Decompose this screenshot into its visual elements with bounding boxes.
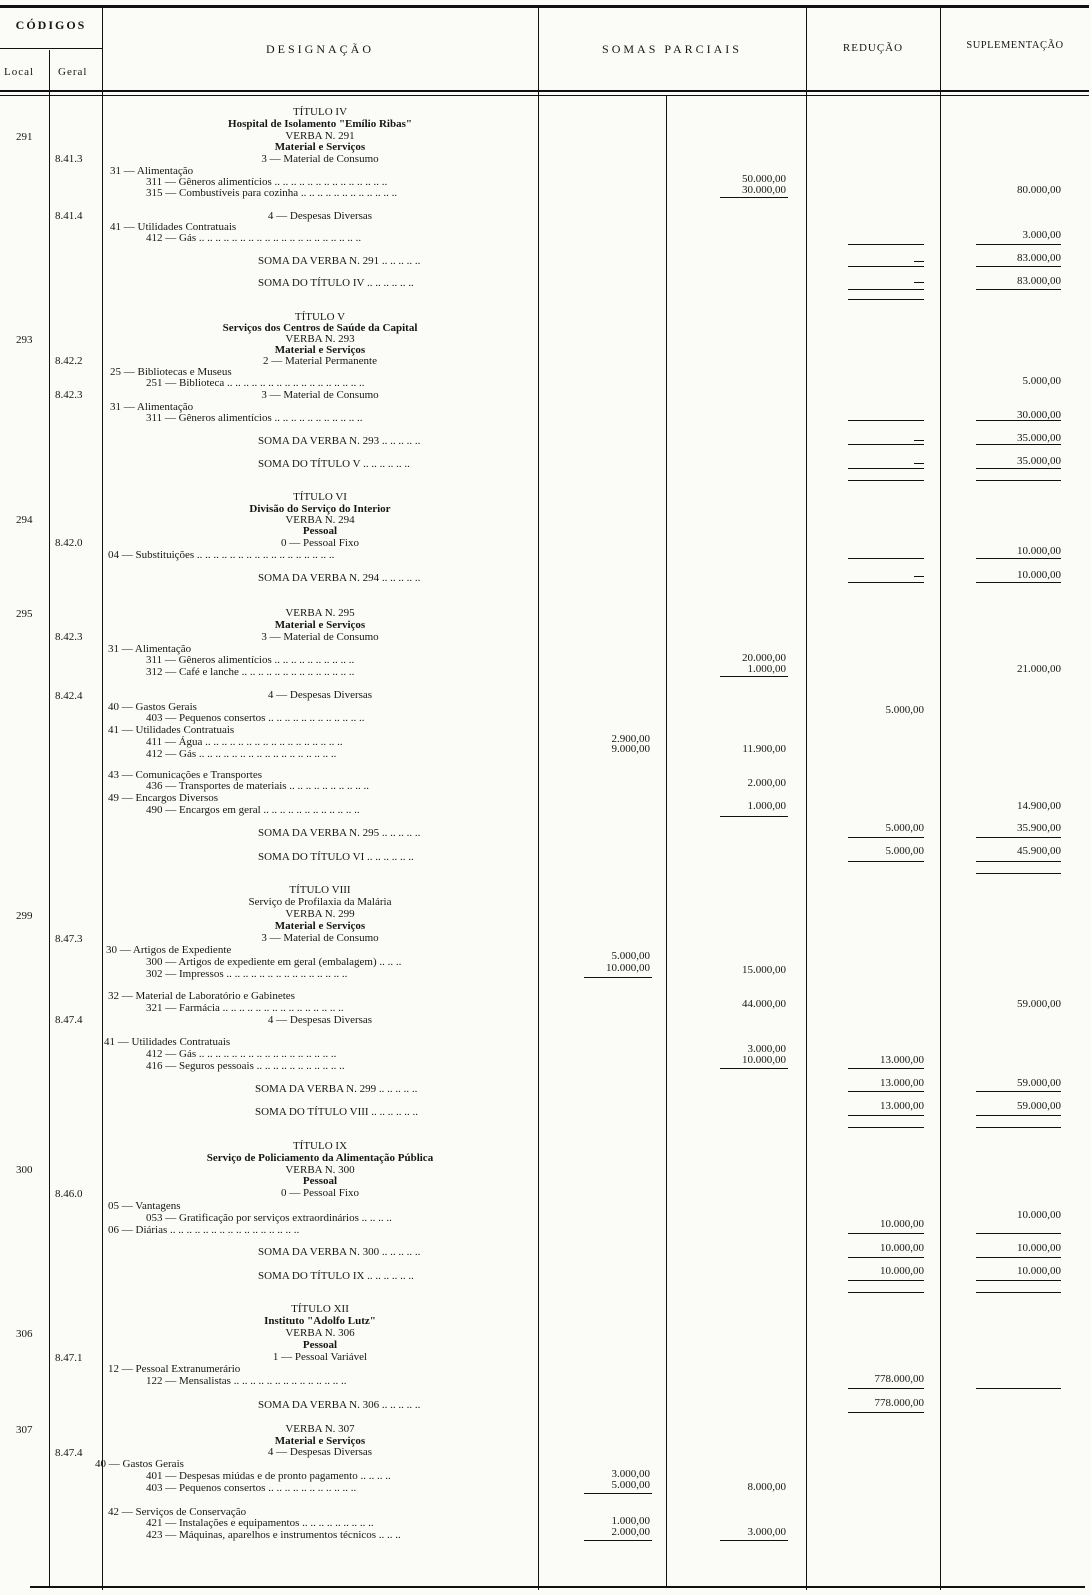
amount-red: 5.000,00: [885, 822, 924, 834]
amount-p2: 3.000,00: [747, 1526, 786, 1538]
designation-line: 251 — Biblioteca .. .. .. .. .. .. .. .. .. .. .. .. .. .. .. .. ..: [146, 377, 365, 389]
sum-rule: [848, 837, 924, 838]
designation-line: SOMA DO TÍTULO IX .. .. .. .. .. ..: [258, 1270, 414, 1282]
geral-code: 8.41.4: [55, 210, 83, 222]
designation-line: SOMA DA VERBA N. 306 .. .. .. .. ..: [258, 1399, 421, 1411]
amount-red: 10.000,00: [880, 1242, 924, 1254]
designation-line: 311 — Gêneros alimentícios .. .. .. .. .. .. .. .. .. .. ..: [146, 412, 363, 424]
designation-line: SOMA DA VERBA N. 291 .. .. .. .. ..: [258, 255, 421, 267]
amount-sup: 10.000,00: [1017, 569, 1061, 581]
amount-red: 5.000,00: [885, 704, 924, 716]
sum-rule: [848, 1257, 924, 1258]
centered-heading: VERBA N. 306: [285, 1327, 355, 1339]
sum-rule: [976, 861, 1061, 862]
nil-dash: [914, 463, 924, 464]
amount-sup: 35.900,00: [1017, 822, 1061, 834]
centered-heading: VERBA N. 295: [285, 607, 355, 619]
amount-p2: 20.000,00: [742, 652, 786, 664]
amount-sup: 83.000,00: [1017, 275, 1061, 287]
centered-heading: Instituto "Adolfo Lutz": [264, 1315, 376, 1327]
amount-sup: 59.000,00: [1017, 1100, 1061, 1112]
designation-line: 31 — Alimentação: [110, 165, 194, 177]
sum-rule: [584, 1493, 652, 1494]
sum-rule: [976, 1388, 1061, 1389]
centered-heading: Serviço de Profilaxia da Malária: [248, 896, 392, 908]
geral-code: 8.42.2: [55, 355, 83, 367]
amount-p2: 30.000,00: [742, 184, 786, 196]
sum-rule: [848, 480, 924, 481]
geral-code: 8.47.4: [55, 1447, 83, 1459]
amount-p1: 2.900,00: [611, 733, 650, 745]
centered-heading: 4 — Despesas Diversas: [267, 689, 373, 701]
centered-heading: Serviços dos Centros de Saúde da Capital: [222, 322, 418, 334]
amount-red: 10.000,00: [880, 1218, 924, 1230]
centered-heading: 0 — Pessoal Fixo: [281, 1187, 359, 1199]
nil-dash: [914, 261, 924, 262]
designation-line: SOMA DA VERBA N. 300 .. .. .. .. ..: [258, 1246, 421, 1258]
sum-rule: [848, 1127, 924, 1128]
local-code: 307: [16, 1424, 33, 1436]
amount-red: 5.000,00: [885, 845, 924, 857]
sum-rule: [848, 266, 924, 267]
sum-rule: [584, 977, 652, 978]
nil-dash: [914, 282, 924, 283]
centered-heading: 3 — Material de Consumo: [261, 932, 379, 944]
amount-red: 778.000,00: [874, 1397, 924, 1409]
sum-rule: [720, 676, 788, 677]
designation-line: SOMA DA VERBA N. 299 .. .. .. .. ..: [255, 1083, 418, 1095]
sum-rule: [976, 1233, 1061, 1234]
centered-heading: TÍTULO XII: [291, 1303, 349, 1315]
centered-heading: VERBA N. 293: [285, 333, 355, 345]
designation-line: SOMA DO TÍTULO VI .. .. .. .. .. ..: [258, 851, 414, 863]
amount-p2: 8.000,00: [747, 1481, 786, 1493]
amount-p2: 15.000,00: [742, 964, 786, 976]
centered-heading: VERBA N. 300: [285, 1164, 355, 1176]
sum-rule: [848, 1233, 924, 1234]
amount-p1: 3.000,00: [611, 1468, 650, 1480]
amount-sup: 14.900,00: [1017, 800, 1061, 812]
designation-line: 421 — Instalações e equipamentos .. .. .. .. .. .. .. .. ..: [146, 1517, 374, 1529]
amount-red: 10.000,00: [880, 1265, 924, 1277]
designation-line: 06 — Diárias .. .. .. .. .. .. .. .. .. .. .. .. .. .. .. ..: [108, 1224, 300, 1236]
designation-line: 41 — Utilidades Contratuais: [110, 221, 237, 233]
sum-rule: [848, 1412, 924, 1413]
designation-line: SOMA DA VERBA N. 294 .. .. .. .. ..: [258, 572, 421, 584]
designation-line: 40 — Gastos Gerais: [95, 1458, 184, 1470]
header-somas-parciais: SOMAS PARCIAIS: [602, 42, 742, 56]
designation-line: 05 — Vantagens: [108, 1200, 181, 1212]
designation-line: 416 — Seguros pessoais .. .. .. .. .. .. .. .. .. .. ..: [146, 1060, 345, 1072]
geral-code: 8.42.0: [55, 537, 83, 549]
sum-rule: [976, 837, 1061, 838]
header-designacao: DESIGNAÇÃO: [266, 42, 374, 56]
amount-p2: 50.000,00: [742, 173, 786, 185]
local-code: 306: [16, 1328, 33, 1340]
sum-rule: [976, 468, 1061, 469]
centered-heading: Divisão do Serviço do Interior: [249, 503, 391, 515]
sum-rule: [848, 420, 924, 421]
sum-rule: [720, 816, 788, 817]
header-top-rule: [0, 5, 1089, 8]
amount-red: 778.000,00: [874, 1373, 924, 1385]
designation-line: SOMA DA VERBA N. 295 .. .. .. .. ..: [258, 827, 421, 839]
amount-sup: 10.000,00: [1017, 1265, 1061, 1277]
amount-p2: 1.000,00: [747, 800, 786, 812]
centered-heading: Material e Serviços: [274, 141, 366, 153]
amount-sup: 30.000,00: [1017, 409, 1061, 421]
centered-heading: 2 — Material Permanente: [263, 355, 377, 367]
designation-line: 401 — Despesas miúdas e de pronto pagamento .. .. .. ..: [146, 1470, 391, 1482]
sum-rule: [848, 582, 924, 583]
sum-rule: [848, 1091, 924, 1092]
centered-heading: 3 — Material de Consumo: [261, 153, 379, 165]
designation-line: 122 — Mensalistas .. .. .. .. .. .. .. .. .. .. .. .. .. ..: [146, 1375, 347, 1387]
header-suplementacao: SUPLEMENTAÇÃO: [966, 40, 1064, 51]
amount-p2: 10.000,00: [742, 1054, 786, 1066]
local-code: 293: [16, 334, 33, 346]
header-reducao: REDUÇÃO: [842, 42, 904, 54]
designation-line: 04 — Substituições .. .. .. .. .. .. .. .. .. .. .. .. .. .. .. .. ..: [108, 549, 335, 561]
geral-code: 8.46.0: [55, 1188, 83, 1200]
designation-line: 321 — Farmácia .. .. .. .. .. .. .. .. .. .. .. .. .. .. ..: [146, 1002, 344, 1014]
header-geral: Geral: [58, 66, 88, 78]
amount-p2: 11.900,00: [742, 743, 786, 755]
sum-rule: [976, 1292, 1061, 1293]
designation-line: 300 — Artigos de expediente em geral (embalagem) .. .. ..: [146, 956, 402, 968]
centered-heading: 4 — Despesas Diversas: [267, 210, 373, 222]
sum-rule: [976, 1280, 1061, 1281]
amount-sup: 10.000,00: [1017, 1242, 1061, 1254]
designation-line: 32 — Material de Laboratório e Gabinetes: [108, 990, 295, 1002]
geral-code: 8.42.3: [55, 389, 83, 401]
designation-line: SOMA DA VERBA N. 293 .. .. .. .. ..: [258, 435, 421, 447]
local-code: 295: [16, 608, 33, 620]
amount-sup: 45.900,00: [1017, 845, 1061, 857]
sum-rule: [976, 289, 1061, 290]
header-local: Local: [4, 66, 35, 78]
amount-red: 13.000,00: [880, 1077, 924, 1089]
centered-heading: Pessoal: [302, 525, 338, 537]
amount-sup: 59.000,00: [1017, 998, 1061, 1010]
sum-rule: [848, 861, 924, 862]
centered-heading: Pessoal: [302, 1339, 338, 1351]
column-divider-reducao: [940, 5, 941, 1590]
amount-sup: 80.000,00: [1017, 184, 1061, 196]
amount-sup: 10.000,00: [1017, 545, 1061, 557]
sum-rule: [848, 244, 924, 245]
centered-heading: 4 — Despesas Diversas: [267, 1446, 373, 1458]
amount-p1: 2.000,00: [611, 1526, 650, 1538]
footer-rule: [30, 1586, 1085, 1588]
centered-heading: VERBA N. 299: [285, 908, 355, 920]
local-code: 299: [16, 910, 33, 922]
designation-line: SOMA DO TÍTULO IV .. .. .. .. .. ..: [258, 277, 414, 289]
amount-p1: 5.000,00: [611, 1479, 650, 1491]
amount-sup: 5.000,00: [1022, 375, 1061, 387]
designation-line: 31 — Alimentação: [108, 643, 192, 655]
nil-dash: [914, 576, 924, 577]
column-divider-local-geral: [49, 50, 50, 96]
amount-red: 13.000,00: [880, 1100, 924, 1112]
designation-line: 41 — Utilidades Contratuais: [104, 1036, 231, 1048]
centered-heading: TÍTULO IX: [292, 1140, 348, 1152]
sum-rule: [976, 1091, 1061, 1092]
amount-p1: 1.000,00: [611, 1515, 650, 1527]
amount-p1: 10.000,00: [606, 962, 650, 974]
designation-line: 403 — Pequenos consertos .. .. .. .. .. .. .. .. .. .. .. ..: [146, 712, 365, 724]
centered-heading: VERBA N. 294: [285, 514, 355, 526]
centered-heading: Material e Serviços: [274, 920, 366, 932]
header-codigos: CÓDIGOS: [15, 18, 87, 32]
sum-rule: [976, 1257, 1061, 1258]
amount-sup: 83.000,00: [1017, 252, 1061, 264]
designation-line: 42 — Serviços de Conservação: [108, 1506, 247, 1518]
designation-line: 41 — Utilidades Contratuais: [108, 724, 235, 736]
centered-heading: Material e Serviços: [274, 1435, 366, 1447]
centered-heading: TÍTULO IV: [292, 106, 348, 118]
header-bottom-rule: [0, 90, 1089, 92]
sum-rule: [720, 1540, 788, 1541]
amount-red: 13.000,00: [880, 1054, 924, 1066]
centered-heading: TÍTULO V: [294, 311, 346, 323]
sum-rule: [584, 1540, 652, 1541]
local-code: 300: [16, 1164, 33, 1176]
amount-p1: 9.000,00: [611, 743, 650, 755]
sum-rule: [976, 1115, 1061, 1116]
centered-heading: Serviço de Policiamento da Alimentação Pública: [206, 1152, 434, 1164]
centered-heading: 3 — Material de Consumo: [261, 631, 379, 643]
column-divider-codigos: [102, 5, 103, 1590]
designation-line: 490 — Encargos em geral .. .. .. .. .. .. .. .. .. .. .. ..: [146, 804, 360, 816]
geral-code: 8.42.4: [55, 690, 83, 702]
amount-sup: 3.000,00: [1022, 229, 1061, 241]
designation-line: 315 — Combustíveis para cozinha .. .. .. .. .. .. .. .. .. .. .. ..: [146, 187, 398, 199]
designation-line: 302 — Impressos .. .. .. .. .. .. .. .. .. .. .. .. .. .. ..: [146, 968, 348, 980]
amount-p2: 44.000,00: [742, 998, 786, 1010]
local-code: 294: [16, 514, 33, 526]
centered-heading: VERBA N. 291: [285, 130, 355, 142]
designation-line: 312 — Café e lanche .. .. .. .. .. .. .. .. .. .. .. .. .. ..: [146, 666, 355, 678]
centered-heading: 3 — Material de Consumo: [261, 389, 379, 401]
sum-rule: [976, 244, 1061, 245]
column-divider-local-geral-body: [49, 96, 50, 1586]
designation-line: 311 — Gêneros alimentícios .. .. .. .. .. .. .. .. .. ..: [146, 654, 355, 666]
designation-line: 053 — Gratificação por serviços extraordinários .. .. .. ..: [146, 1212, 392, 1224]
geral-code: 8.47.1: [55, 1352, 83, 1364]
sum-rule: [976, 582, 1061, 583]
sum-rule: [720, 197, 788, 198]
amount-p1: 5.000,00: [611, 950, 650, 962]
local-code: 291: [16, 131, 33, 143]
centered-heading: 4 — Despesas Diversas: [267, 1014, 373, 1026]
centered-heading: Pessoal: [302, 1175, 338, 1187]
designation-line: 12 — Pessoal Extranumerário: [108, 1363, 241, 1375]
sum-rule: [848, 1388, 924, 1389]
centered-heading: Hospital de Isolamento "Emílio Ribas": [228, 118, 412, 130]
amount-sup: 59.000,00: [1017, 1077, 1061, 1089]
column-divider-designacao: [538, 5, 539, 1590]
centered-heading: 0 — Pessoal Fixo: [281, 537, 359, 549]
geral-code: 8.42.3: [55, 631, 83, 643]
header-bottom-rule-2: [0, 95, 1089, 96]
designation-line: SOMA DO TÍTULO V .. .. .. .. .. ..: [258, 458, 410, 470]
designation-line: 311 — Gêneros alimentícios .. .. .. .. .. .. .. .. .. .. .. .. .. ..: [146, 176, 388, 188]
designation-line: 403 — Pequenos consertos .. .. .. .. .. .. .. .. .. .. ..: [146, 1482, 357, 1494]
designation-line: 411 — Água .. .. .. .. .. .. .. .. .. .. .. .. .. .. .. .. ..: [146, 736, 343, 748]
sum-rule: [720, 1068, 788, 1069]
geral-code: 8.47.4: [55, 1014, 83, 1026]
designation-line: 412 — Gás .. .. .. .. .. .. .. .. .. .. .. .. .. .. .. .. ..: [146, 1048, 337, 1060]
centered-heading: VERBA N. 307: [285, 1423, 355, 1435]
designation-line: 40 — Gastos Gerais: [108, 701, 197, 713]
sum-rule: [976, 480, 1061, 481]
sum-rule: [848, 1068, 924, 1069]
column-divider-somas-mid: [666, 96, 667, 1586]
sum-rule: [848, 558, 924, 559]
amount-sup: 21.000,00: [1017, 663, 1061, 675]
designation-line: 412 — Gás .. .. .. .. .. .. .. .. .. .. .. .. .. .. .. .. ..: [146, 748, 337, 760]
sum-rule: [848, 444, 924, 445]
designation-line: 49 — Encargos Diversos: [108, 792, 219, 804]
designation-line: 30 — Artigos de Expediente: [106, 944, 232, 956]
sum-rule: [848, 468, 924, 469]
designation-line: 412 — Gás .. .. .. .. .. .. .. .. .. .. .. .. .. .. .. .. .. .. .. ..: [146, 232, 362, 244]
designation-line: 25 — Bibliotecas e Museus: [110, 366, 232, 378]
designation-line: 31 — Alimentação: [110, 401, 194, 413]
amount-sup: 35.000,00: [1017, 455, 1061, 467]
sum-rule: [848, 289, 924, 290]
sum-rule: [848, 1292, 924, 1293]
sum-rule: [976, 558, 1061, 559]
geral-code: 8.41.3: [55, 153, 83, 165]
nil-dash: [914, 440, 924, 441]
amount-p2: 2.000,00: [747, 777, 786, 789]
amount-sup: 10.000,00: [1017, 1209, 1061, 1221]
sum-rule: [848, 1280, 924, 1281]
column-divider-somas: [806, 5, 807, 1590]
designation-line: 43 — Comunicações e Transportes: [108, 769, 262, 781]
sum-rule: [976, 420, 1061, 421]
sum-rule: [976, 266, 1061, 267]
amount-p2: 3.000,00: [747, 1043, 786, 1055]
centered-heading: 1 — Pessoal Variável: [272, 1351, 368, 1363]
designation-line: 436 — Transportes de materiais .. .. .. .. .. .. .. .. .. ..: [146, 780, 370, 792]
centered-heading: Material e Serviços: [274, 344, 366, 356]
codigos-subrule: [0, 48, 102, 49]
centered-heading: Material e Serviços: [274, 619, 366, 631]
sum-rule: [848, 1115, 924, 1116]
centered-heading: TÍTULO VI: [293, 491, 347, 503]
sum-rule: [848, 299, 924, 300]
geral-code: 8.47.3: [55, 933, 83, 945]
designation-line: 423 — Máquinas, aparelhos e instrumentos técnicos .. .. ..: [146, 1529, 401, 1541]
sum-rule: [976, 1127, 1061, 1128]
sum-rule: [976, 873, 1061, 874]
designation-line: SOMA DO TÍTULO VIII .. .. .. .. .. ..: [255, 1106, 419, 1118]
amount-sup: 35.000,00: [1017, 432, 1061, 444]
amount-p2: 1.000,00: [747, 663, 786, 675]
centered-heading: TÍTULO VIII: [289, 884, 351, 896]
sum-rule: [976, 444, 1061, 445]
